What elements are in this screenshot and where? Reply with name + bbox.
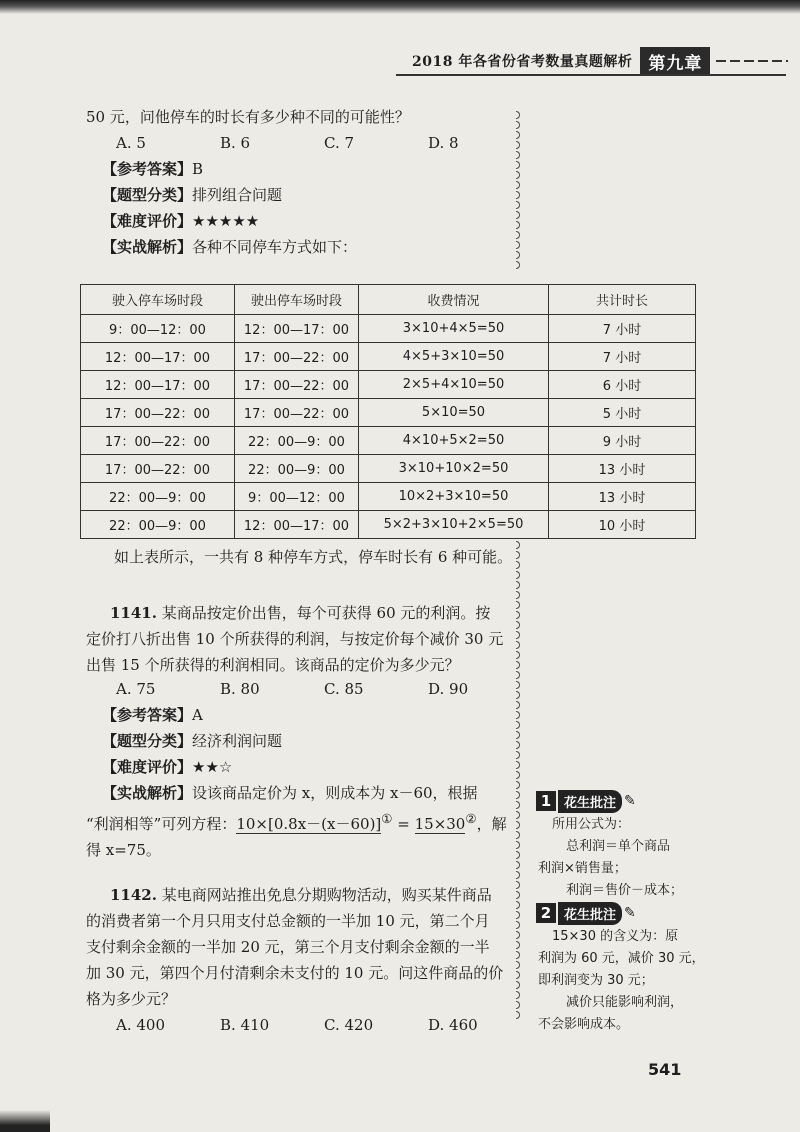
prev-question-tail: 50 元，问他停车的时长有多少种不同的可能性？: [86, 108, 410, 126]
option-c: C. 420: [324, 1016, 374, 1034]
table-header-cell: 收费情况: [359, 285, 549, 315]
prev-difficulty: [102, 208, 259, 234]
q1141-stem: [86, 600, 526, 678]
table-cell: 5 小时: [549, 399, 696, 427]
q1142-line1: [86, 882, 526, 908]
answer-tag: 【参考答案】: [102, 160, 193, 178]
table-cell: 17：00—22：00: [235, 343, 359, 371]
note-line: 总利润＝单个商品: [566, 839, 671, 854]
option-a: A. 400: [116, 1016, 165, 1034]
table-header-cell: 驶入停车场时段: [81, 285, 235, 315]
table-cell: 6 小时: [549, 371, 696, 399]
table-cell: 10×2+3×10=50: [359, 483, 549, 511]
note-number: 2: [536, 903, 556, 923]
difficulty-tag: 【难度评价】: [102, 758, 193, 776]
table-cell: 17：00—22：00: [81, 399, 235, 427]
side-note-2-body: [538, 926, 708, 1036]
difficulty-stars: ★★☆: [192, 758, 233, 776]
table-cell: 4×10+5×2=50: [359, 427, 549, 455]
table-row: [81, 483, 696, 511]
note-number: 1: [536, 791, 556, 811]
option-a: A. 5: [116, 134, 146, 152]
q1141-line1: [86, 600, 526, 626]
table-row: [81, 427, 696, 455]
table-cell: 12：00—17：00: [235, 511, 359, 539]
table-cell: 13 小时: [549, 483, 696, 511]
type-tag: 【题型分类】: [102, 732, 193, 750]
q1141-analysis-line2: [86, 806, 526, 837]
table-cell: 17：00—22：00: [81, 427, 235, 455]
header-rule: [396, 74, 786, 76]
difficulty-tag: 【难度评价】: [102, 212, 193, 230]
parking-table: [80, 284, 696, 539]
side-note-1-badge: [536, 790, 636, 812]
scan-edge-top: [0, 0, 800, 14]
q1142-options: [116, 1012, 478, 1038]
option-b: B. 410: [220, 1016, 270, 1034]
table-cell: 22：00—9：00: [81, 483, 235, 511]
table-cell: 13 小时: [549, 455, 696, 483]
q1141-type: [102, 728, 282, 754]
table-row: [81, 455, 696, 483]
analysis-tag: 【实战解析】: [102, 238, 193, 256]
table-cell: 22：00—9：00: [235, 427, 359, 455]
table-row: [81, 371, 696, 399]
type-value: 经济利润问题: [192, 732, 283, 750]
option-c: C. 7: [324, 134, 355, 152]
note-ref-1: ①: [381, 811, 393, 826]
table-cell: 3×10+4×5=50: [359, 315, 549, 343]
option-d: D. 90: [428, 680, 469, 698]
table-cell: 10 小时: [549, 511, 696, 539]
q1141-stem-line1: 某商品按定价出售，每个可获得 60 元的利润。按: [161, 604, 491, 622]
note-label: 花生批注: [558, 902, 622, 925]
q1141-analysis: [86, 780, 526, 863]
running-head: [400, 46, 800, 76]
q1142-line2: 的消费者第一个月只用支付总金额的一半加 10 元，第二个月: [86, 912, 490, 930]
table-cell: 7 小时: [549, 343, 696, 371]
table-cell: 17：00—22：00: [235, 371, 359, 399]
type-tag: 【题型分类】: [102, 186, 193, 204]
table-cell: 17：00—22：00: [81, 455, 235, 483]
table-header-row: [81, 285, 696, 315]
page-number: 541: [648, 1060, 682, 1079]
note-line: 不会影响成本。: [538, 1017, 630, 1032]
q1142-line4: 加 30 元，第四个月付清剩余未支付的 10 元。问这件商品的价: [86, 964, 504, 982]
table-cell: 9：00—12：00: [235, 483, 359, 511]
table-cell: 9：00—12：00: [81, 315, 235, 343]
prev-analysis: [102, 234, 357, 260]
table-row: [81, 315, 696, 343]
analysis-pre: “利润相等”可列方程：: [86, 815, 237, 833]
table-row: [81, 511, 696, 539]
table-cell: 22：00—9：00: [81, 511, 235, 539]
table-cell: 7 小时: [549, 315, 696, 343]
q1142-number: 1142.: [110, 886, 157, 904]
table-header-cell: 驶出停车场时段: [235, 285, 359, 315]
equation-left: 10×[0.8x－(x－60)]: [236, 815, 382, 833]
table-row: [81, 399, 696, 427]
table-cell: 17：00—22：00: [235, 399, 359, 427]
pen-icon: ✎: [624, 793, 636, 809]
answer-value: A: [192, 706, 203, 724]
header-dash-rule: [716, 60, 788, 62]
analysis-text: 设该商品定价为 x，则成本为 x－60，根据: [192, 784, 478, 802]
table-cell: 12：00—17：00: [81, 371, 235, 399]
table-cell: 5×2+3×10+2×5=50: [359, 511, 549, 539]
note-ref-2: ②: [465, 811, 477, 826]
type-value: 排列组合问题: [192, 186, 283, 204]
table-header-cell: 共计时长: [549, 285, 696, 315]
q1142-line3: 支付剩余金额的一半加 20 元，第三个月支付剩余金额的一半: [86, 938, 490, 956]
prev-question-options: [116, 130, 459, 156]
q1141-options: [116, 676, 468, 702]
prev-conclusion: 如上表所示，一共有 8 种停车方式，停车时长有 6 种可能。: [114, 548, 513, 566]
answer-value: B: [192, 160, 204, 178]
q1141-number: 1141.: [110, 604, 157, 622]
option-b: B. 80: [220, 680, 260, 698]
table-cell: 12：00—17：00: [235, 315, 359, 343]
note-line: 利润＝售价－成本；: [566, 883, 684, 898]
analysis-post: ，解: [476, 815, 507, 833]
note-label: 花生批注: [558, 790, 622, 813]
prev-type: [102, 182, 282, 208]
table-cell: 9 小时: [549, 427, 696, 455]
chapter-badge: 第九章: [640, 47, 710, 76]
q1141-line2: 定价打八折出售 10 个所获得的利润，与按定价每个减价 30 元: [86, 630, 504, 648]
wavy-separator-upper: [516, 110, 526, 270]
note-line: 15×30 的含义为：原: [552, 929, 679, 944]
difficulty-stars: ★★★★★: [192, 212, 260, 230]
side-note-1-body: [538, 814, 708, 902]
q1142-stem: [86, 882, 526, 1012]
option-d: D. 8: [428, 134, 459, 152]
q1142-line5: 格为多少元？: [86, 990, 177, 1008]
equation-right: 15×30: [414, 815, 466, 833]
note-line: 减价只能影响利润，: [566, 995, 684, 1010]
q1142-stem-line1: 某电商网站推出免息分期购物活动，购买某件商品: [161, 886, 492, 904]
option-d: D. 460: [428, 1016, 478, 1034]
note-line: 利润为 60 元，减价 30 元，: [538, 951, 705, 966]
note-line: 利润×销售量；: [538, 861, 627, 876]
q1141-answer: [102, 702, 203, 728]
table-cell: 3×10+10×2=50: [359, 455, 549, 483]
running-title: 2018 年各省份省考数量真题解析: [412, 54, 633, 70]
table-cell: 12：00—17：00: [81, 343, 235, 371]
table-cell: 22：00—9：00: [235, 455, 359, 483]
q1141-line3: 出售 15 个所获得的利润相同。该商品的定价为多少元？: [86, 656, 460, 674]
table-cell: 4×5+3×10=50: [359, 343, 549, 371]
note-line: 所用公式为：: [552, 817, 631, 832]
q1141-analysis-line3: 得 x=75。: [86, 841, 161, 859]
option-c: C. 85: [324, 680, 364, 698]
answer-tag: 【参考答案】: [102, 706, 193, 724]
note-line: 即利润变为 30 元；: [538, 973, 654, 988]
option-a: A. 75: [116, 680, 156, 698]
equation-equals: =: [392, 815, 415, 833]
analysis-text: 各种不同停车方式如下：: [192, 238, 358, 256]
q1141-analysis-line1: [86, 780, 526, 806]
analysis-tag: 【实战解析】: [102, 784, 193, 802]
q1141-difficulty: [102, 754, 232, 780]
side-note-2-badge: [536, 902, 636, 924]
pen-icon: ✎: [624, 905, 636, 921]
table-cell: 5×10=50: [359, 399, 549, 427]
table-cell: 2×5+4×10=50: [359, 371, 549, 399]
prev-answer: [102, 156, 203, 182]
scan-edge-bottom: [0, 1110, 50, 1132]
table-row: [81, 343, 696, 371]
option-b: B. 6: [220, 134, 251, 152]
